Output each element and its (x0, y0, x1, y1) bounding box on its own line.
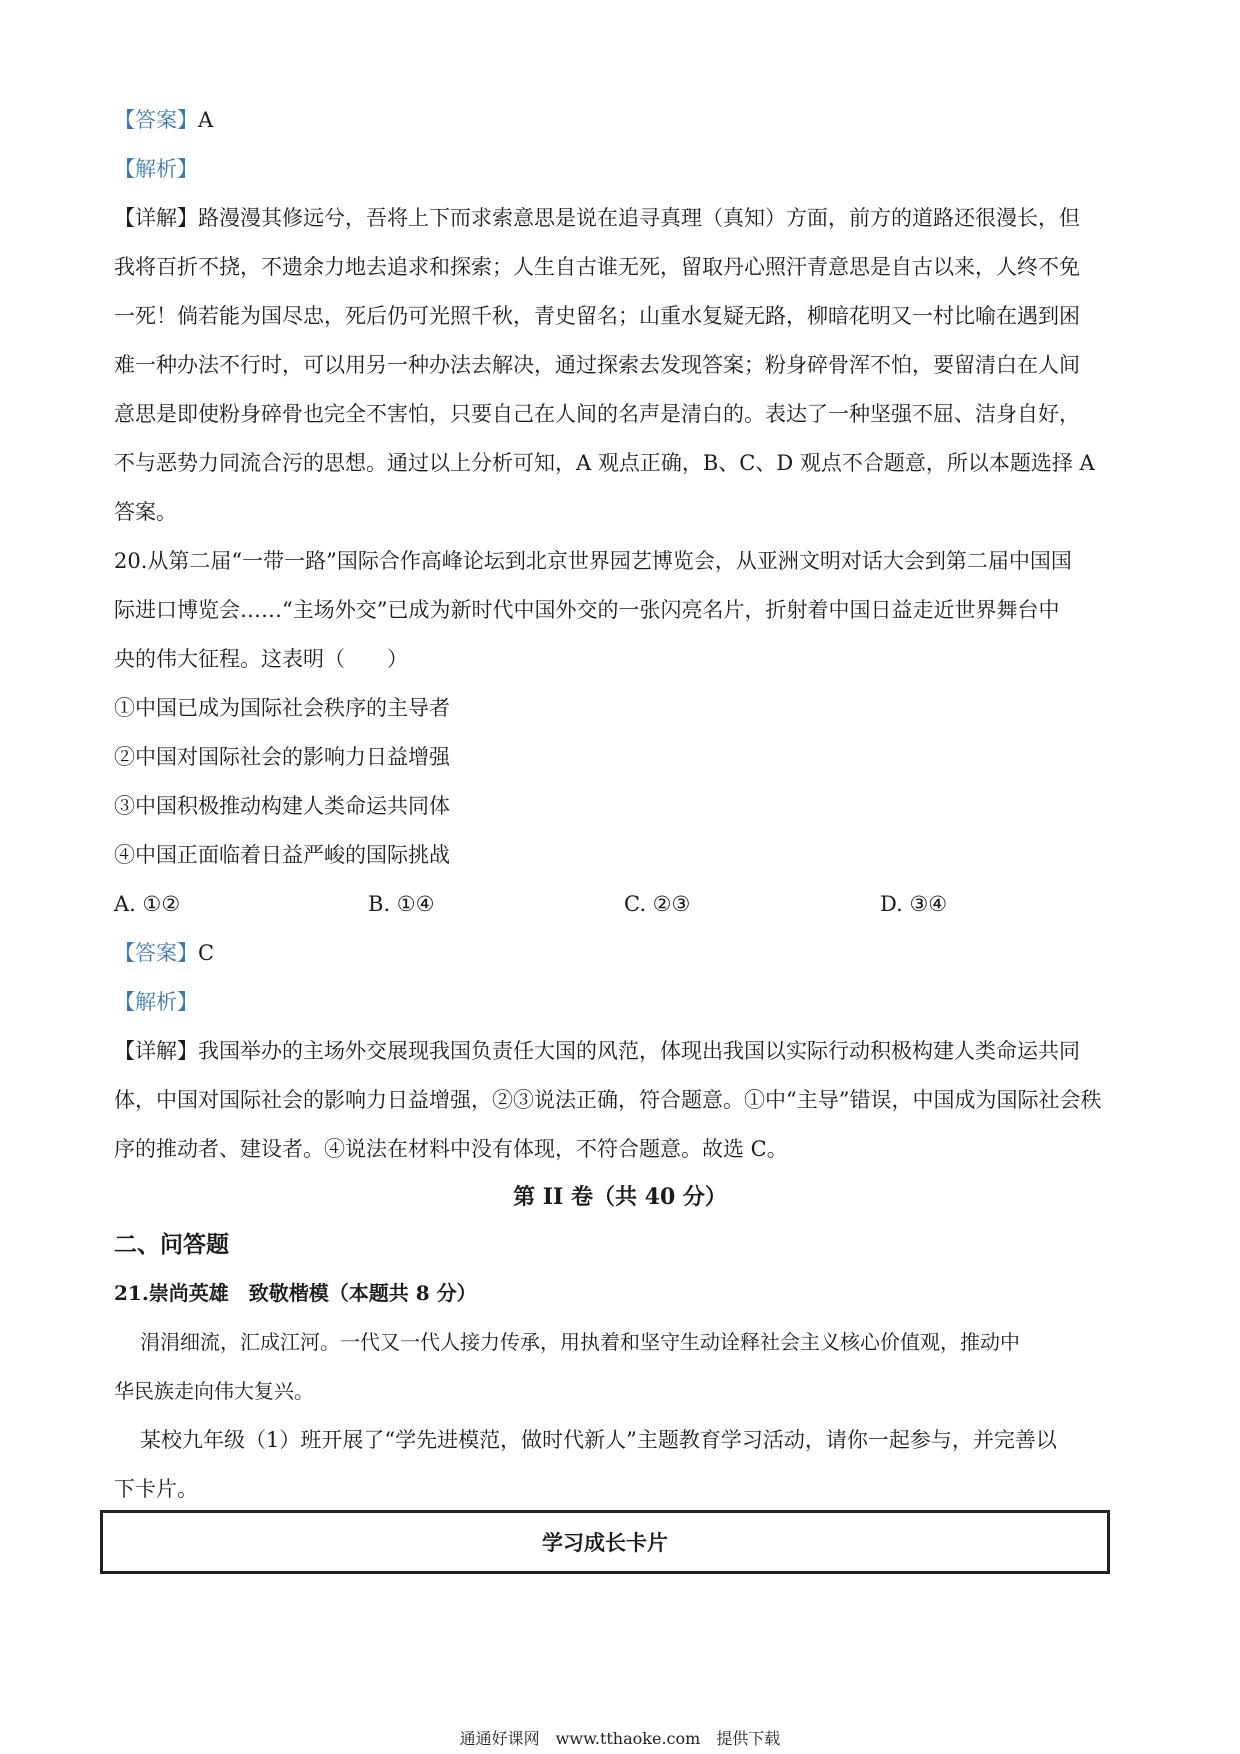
q20-stem-line-2: 际进口博览会……“主场外交”已成为新时代中国外交的一张闪亮名片，折射着中国日益走近世界舞台中 (114, 598, 1060, 622)
answer-tag: 【答案】 (114, 941, 198, 965)
growth-card (100, 1510, 1110, 1574)
q21-task-line-2: 下卡片。 (114, 1477, 198, 1501)
q20-statement-4: ④中国正面临着日益严峻的国际挑战 (114, 843, 450, 867)
q20-analysis-heading (114, 987, 198, 1017)
q21-material-line-1: 涓涓细流，汇成江河。一代又一代人接力传承，用执着和坚守生动诠释社会主义核心价值观，推动中 (140, 1330, 1020, 1354)
detail-text: 路漫漫其修远兮，吾将上下而求索意思是说在追寻真理（真知）方面，前方的道路还很漫长，但 (198, 206, 1080, 230)
q21-material-line-2: 华民族走向伟大复兴。 (114, 1379, 314, 1403)
detail-tag: 【详解】 (114, 1039, 198, 1063)
q20-option-a: A. ①② (114, 892, 181, 916)
q20-answer (114, 938, 214, 968)
analysis-tag: 【解析】 (114, 990, 198, 1014)
q21-title: 21.崇尚英雄 致敬楷模（本题共 8 分） (114, 1281, 477, 1305)
page-footer: 通通好课网 www.tthaoke.com 提供下载 (459, 1729, 781, 1748)
card-title: 学习成长卡片 (542, 1530, 668, 1555)
q19-detail-line-3: 一死！倘若能为国尽忠，死后仍可光照千秋，青史留名；山重水复疑无路，柳暗花明又一村比喻在遇到困 (114, 304, 1080, 328)
q20-detail-line-2: 体，中国对国际社会的影响力日益增强，②③说法正确，符合题意。①中“主导”错误，中国成为国际社会秩 (114, 1088, 1102, 1112)
q19-detail-line-5: 意思是即使粉身碎骨也完全不害怕，只要自己在人间的名声是清白的。表达了一种坚强不屈、洁身自好， (114, 402, 1080, 426)
q19-detail-line-6: 不与恶势力同流合污的思想。通过以上分析可知，A 观点正确，B、C、D 观点不合题意，所以本题选择 A (114, 451, 1095, 475)
answer-value: C (198, 941, 215, 965)
q19-analysis-heading (114, 154, 198, 184)
q20-stem-line-1: 20.从第二届“一带一路”国际合作高峰论坛到北京世界园艺博览会，从亚洲文明对话大会到第二届中国国 (114, 549, 1072, 573)
q21-task-line-1: 某校九年级（1）班开展了“学先进模范，做时代新人”主题教育学习活动，请你一起参与，并完善以 (140, 1428, 1057, 1452)
section-heading: 二、问答题 (114, 1231, 229, 1258)
part2-title: 第 II 卷（共 40 分） (513, 1184, 727, 1210)
answer-value: A (198, 108, 214, 132)
q20-stem-line-3: 央的伟大征程。这表明（ ） (114, 647, 408, 671)
q19-answer (114, 105, 213, 135)
q20-statement-1: ①中国已成为国际社会秩序的主导者 (114, 696, 450, 720)
q19-detail-line-1 (114, 203, 1080, 233)
detail-tag: 【详解】 (114, 206, 198, 230)
answer-tag: 【答案】 (114, 108, 198, 132)
q19-detail-line-2: 我将百折不挠，不遗余力地去追求和探索；人生自古谁无死，留取丹心照汗青意思是自古以来，人终不免 (114, 255, 1080, 279)
q20-option-b: B. ①④ (368, 892, 435, 916)
q19-detail-line-7: 答案。 (114, 500, 177, 524)
q20-detail-line-3: 序的推动者、建设者。④说法在材料中没有体现，不符合题意。故选 C。 (114, 1137, 788, 1161)
q20-detail-line-1 (114, 1036, 1080, 1066)
q20-option-d: D. ③④ (880, 892, 948, 916)
q20-option-c: C. ②③ (624, 892, 691, 916)
q19-detail-line-4: 难一种办法不行时，可以用另一种办法去解决，通过探索去发现答案；粉身碎骨浑不怕，要留清白在人间 (114, 353, 1080, 377)
q20-statement-2: ②中国对国际社会的影响力日益增强 (114, 745, 450, 769)
detail-text: 我国举办的主场外交展现我国负责任大国的风范，体现出我国以实际行动积极构建人类命运共同 (198, 1039, 1080, 1063)
analysis-tag: 【解析】 (114, 157, 198, 181)
q20-statement-3: ③中国积极推动构建人类命运共同体 (114, 794, 450, 818)
